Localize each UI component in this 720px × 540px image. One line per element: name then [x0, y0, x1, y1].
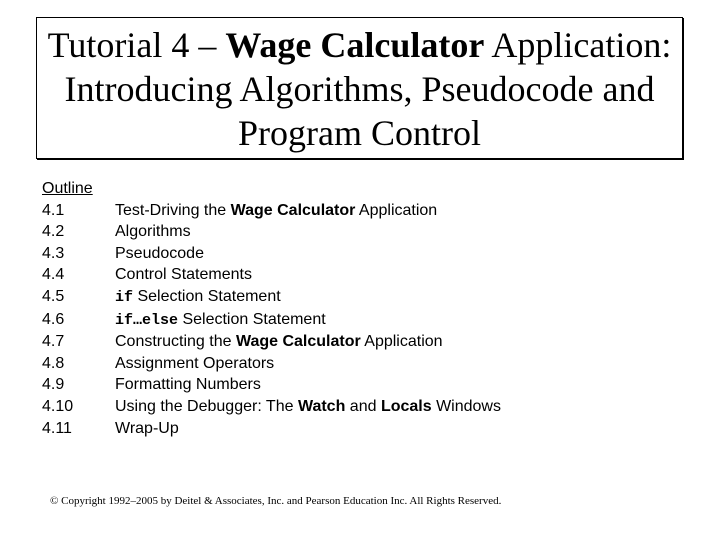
- outline-item-number: 4.6: [42, 310, 65, 328]
- outline-item-number: 4.5: [42, 287, 65, 305]
- outline-item: [42, 264, 501, 286]
- outline-item-text-bold: Locals: [380, 397, 432, 415]
- outline-item: [42, 396, 501, 418]
- outline-item-text-post: Application: [360, 333, 443, 351]
- outline-item-text-post: Application: [355, 201, 438, 219]
- outline-item: [42, 374, 501, 396]
- title-line-1: [48, 23, 672, 67]
- outline-item-number: 4.11: [42, 419, 72, 437]
- outline-item: [42, 331, 501, 353]
- outline-item-text-pre: Constructing the: [115, 333, 236, 351]
- copyright-notice: © Copyright 1992–2005 by Deitel & Associates, Inc. and Pearson Education Inc. All Rights Reserved.: [50, 495, 502, 507]
- outline-item-text-post: Windows: [431, 397, 501, 415]
- slide-title-text: [48, 23, 672, 155]
- outline-item-text-pre: Test-Driving the: [115, 201, 231, 219]
- outline-item-text: Control Statements: [115, 266, 252, 284]
- outline-item-text: [115, 396, 501, 418]
- outline-item: [42, 221, 501, 243]
- title-line-1-post: Application:: [484, 25, 672, 65]
- outline-item-text: Pseudocode: [115, 244, 204, 262]
- outline-item: [42, 353, 501, 375]
- outline-item: [42, 200, 501, 222]
- title-line-1-bold: Wage Calculator: [225, 25, 485, 65]
- outline-heading: Outline: [42, 180, 93, 197]
- outline-item-text: [115, 286, 281, 309]
- outline-item-number: 4.9: [42, 376, 65, 394]
- outline-item-text-bold: Watch: [297, 397, 346, 415]
- outline-item-text-bold: Wage Calculator: [230, 201, 356, 219]
- outline-item-number: 4.10: [42, 397, 74, 415]
- outline-item: [42, 286, 501, 309]
- outline-item: [42, 243, 501, 265]
- title-line-3: Program Control: [238, 113, 481, 153]
- outline-item-text-post: Selection Statement: [178, 310, 326, 328]
- outline-item-text: Formatting Numbers: [115, 376, 261, 394]
- slide-title: [36, 17, 683, 159]
- outline-item-number: 4.8: [42, 354, 65, 372]
- title-line-1-pre: Tutorial 4 –: [47, 25, 226, 65]
- outline-item-text-post: and: [345, 397, 381, 415]
- outline-item-text: Algorithms: [115, 223, 191, 241]
- outline-item-text: Wrap-Up: [115, 419, 179, 437]
- outline-item-text-post: Selection Statement: [133, 287, 281, 305]
- outline-item-text: Assignment Operators: [115, 354, 275, 372]
- outline-item-text: [115, 309, 326, 332]
- outline-item: [42, 309, 501, 332]
- outline-item-text-bold: Wage Calculator: [235, 333, 361, 351]
- outline-item-text: [115, 200, 437, 222]
- outline-item-number: 4.2: [42, 223, 65, 241]
- outline-item-number: 4.3: [42, 244, 65, 262]
- outline-section: [42, 178, 501, 439]
- outline-item-number: 4.1: [42, 201, 65, 219]
- outline-item-number: 4.4: [42, 266, 65, 284]
- outline-item-code: if: [115, 288, 134, 306]
- outline-item-text-pre: Using the Debugger: The: [115, 397, 298, 415]
- outline-item-text: [115, 331, 443, 353]
- outline-item-number: 4.7: [42, 333, 65, 351]
- title-line-2: Introducing Algorithms, Pseudocode and: [64, 69, 655, 109]
- outline-item: [42, 418, 501, 440]
- outline-item-code: if…else: [115, 311, 179, 329]
